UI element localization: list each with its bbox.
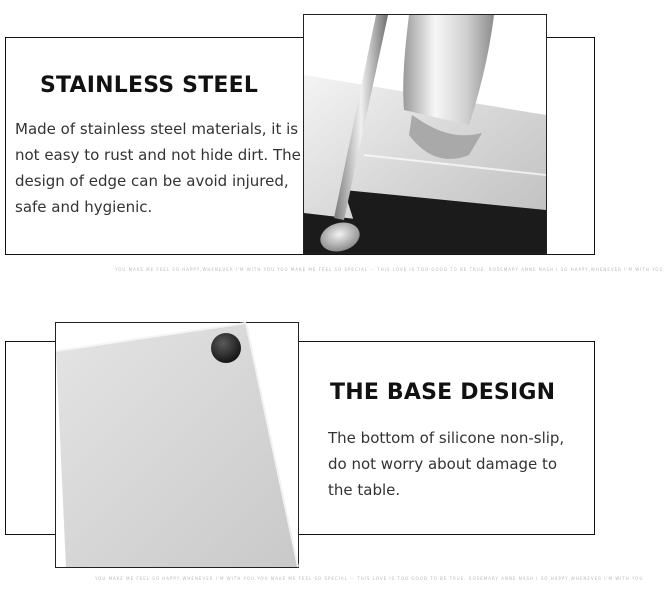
section-title: THE BASE DESIGN <box>330 380 556 405</box>
product-photo <box>303 14 547 254</box>
feature-section-base-design <box>0 300 646 600</box>
product-photo <box>55 322 299 568</box>
section-title: STAINLESS STEEL <box>40 73 259 98</box>
section-description: The bottom of silicone non-slip, do not worry about damage to the table. <box>328 429 565 499</box>
decorative-tagline: YOU MAKE ME FEEL SO HAPPY,WHENEVER I'M WITH YOU.YOU MAKE ME FEEL SO SPECIAL -- THIS LOVE IS TOO GOOD TO BE TRUE. ROSEMARY ANNE NASH I SO HAPPY,WHENEVER I'M WITH YOU. <box>115 267 666 272</box>
section-description: Made of stainless steel materials, it is not easy to rust and not hide dirt. The design of edge can be avoid injured, safe and hygienic. <box>15 120 301 216</box>
decorative-tagline: YOU MAKE ME FEEL SO HAPPY,WHENEVER I'M WITH YOU.YOU MAKE ME FEEL SO SPECIAL -- THIS LOVE IS TOO GOOD TO BE TRUE. ROSEMARY ANNE NASH I SO HAPPY,WHENEVER I'M WITH YOU. <box>95 576 646 581</box>
